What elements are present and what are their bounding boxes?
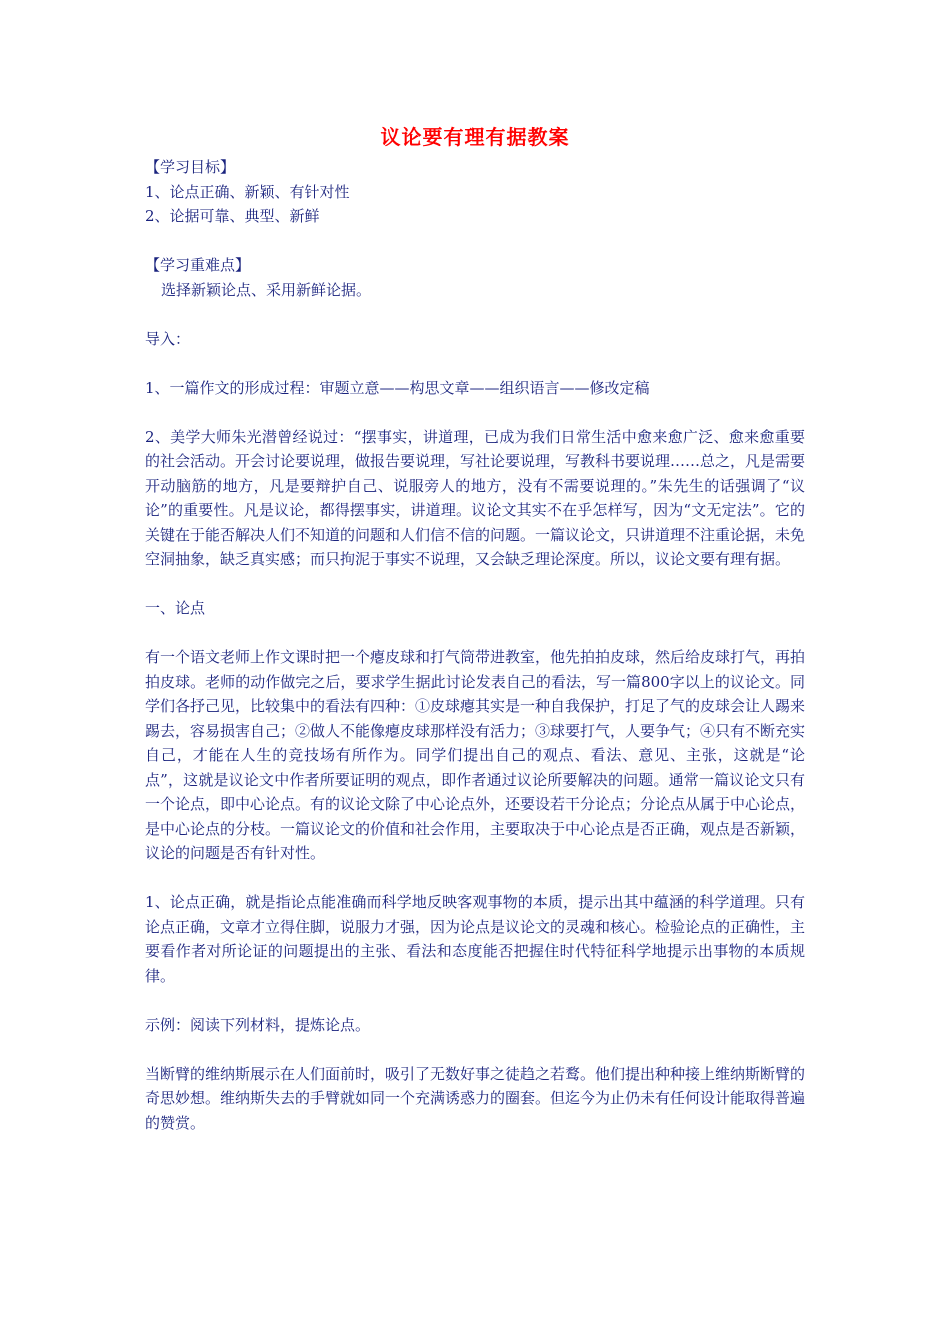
example-paragraph: 当断臂的维纳斯展示在人们面前时，吸引了无数好事之徒趋之若鹜。他们提出种种接上维纳斯断臂的奇思妙想。维纳斯失去的手臂就如同一个充满诱惑力的圈套。但迄今为止仍未有任何设计能取得普遍的赞赏。: [145, 1064, 806, 1132]
intro-paragraph: 2、美学大师朱光潜曾经说过：“摆事实，讲道理，已成为我们日常生活中愈来愈广泛、愈来愈重要的社会活动。开会讨论要说理，做报告要说理，写社论要说理，写教科书要说理……总之，凡是需要开动脑筋的地方，凡是要辩护自己、说服旁人的地方，没有不需要说理的。”朱先生的话强调了“议论”的重要性。凡是议论，都得摆事实，讲道理。议论文其实不在乎怎样写，因为“文无定法”。它的关键在于能否解决人们不知道的问题和人们信不信的问题。一篇议论文，只讲道理不注重论据，未免空洞抽象，缺乏真实感；而只拘泥于事实不说理，又会缺乏理论深度。所以，议论文要有理有据。: [145, 427, 806, 568]
spacer: [145, 1037, 805, 1062]
section-heading: 一、论点: [145, 599, 206, 617]
document-title: 议论要有理有据教案: [380, 125, 570, 149]
intro-heading: 导入：: [145, 329, 191, 348]
example-heading: 示例：阅读下列材料，提炼论点。: [145, 1015, 371, 1034]
spacer: [145, 229, 805, 254]
spacer: [145, 400, 805, 425]
section-paragraph: 有一个语文老师上作文课时把一个瘪皮球和打气筒带进教室，他先拍拍皮球，然后给皮球打气，再拍拍皮球。老师的动作做完之后，要求学生据此讨论发表自己的看法，写一篇800字以上的议论文。同学们各抒己见，比较集中的看法有四种：①皮球瘪其实是一种自我保护，打足了气的皮球会让人踢来踢去，容易损害自己；②做人不能像瘪皮球那样没有活力；③球要打气，人要争气；④只有不断充实自己，才能在人生的竞技场有所作为。同学们提出自己的观点、看法、意见、主张，这就是“论点”，这就是议论文中作者所要证明的观点，即作者通过议论所要解决的问题。通常一篇议论文只有一个论点，即中心论点。有的议论文除了中心论点外，还要设若干分论点；分论点从属于中心论点，是中心论点的分枝。一篇议论文的价值和社会作用，主要取决于中心论点是否正确，观点是否新颖，议论的问题是否有针对性。: [145, 648, 806, 862]
document-page: [145, 122, 805, 1135]
goal-item: 2、论据可靠、典型、新鲜: [145, 207, 320, 225]
key-points-heading: 【学习重难点】: [145, 256, 251, 274]
spacer: [145, 866, 805, 891]
spacer: [145, 988, 805, 1013]
goals-heading: 【学习目标】: [145, 158, 236, 176]
intro-paragraph: 1、一篇作文的形成过程：审题立意——构思文章——组织语言——修改定稿: [145, 378, 650, 397]
spacer: [145, 302, 805, 327]
spacer: [145, 351, 805, 376]
spacer: [145, 572, 805, 597]
goal-item: 1、论点正确、新颖、有针对性: [145, 182, 350, 201]
spacer: [145, 621, 805, 646]
section-paragraph: 1、论点正确，就是指论点能准确而科学地反映客观事物的本质，提示出其中蕴涵的科学道理。只有论点正确，文章才立得住脚，说服力才强，因为论点是议论文的灵魂和核心。检验论点的正确性，主要看作者对所论证的问题提出的主张、看法和态度能否把握住时代特征科学地提示出事物的本质规律。: [145, 893, 806, 985]
key-points-text: 选择新颖论点、采用新鲜论据。: [161, 280, 372, 299]
